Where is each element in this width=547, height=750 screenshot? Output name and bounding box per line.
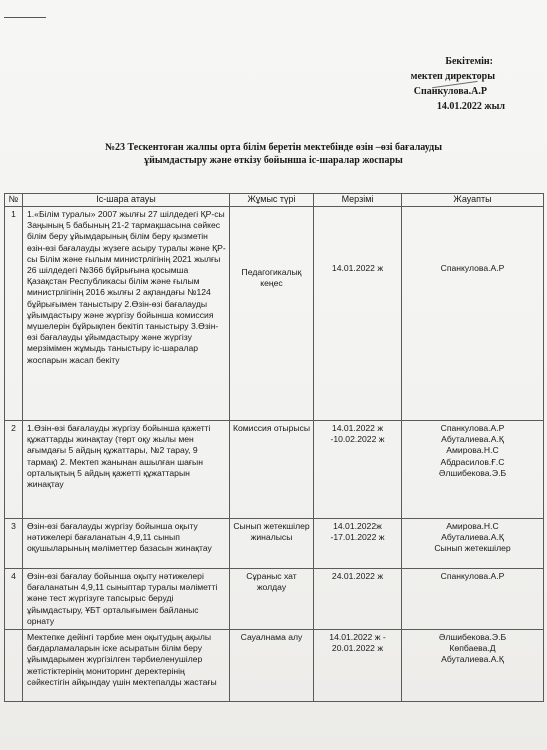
- row-activity: Өзін-өзі бағалауды жүргізу бойынша оқыту нәтижелері бағаланатын 4,9,11 сынып оқушыларының мәліметтер базасын жинақтау: [23, 519, 230, 569]
- responsible-name: Амирова.Н.С: [446, 445, 499, 456]
- table-row: [5, 569, 544, 630]
- responsible-name: Абдрасилов.Ғ.С: [440, 456, 505, 467]
- row-date: 14.01.2022 ж - 20.01.2022 ж: [314, 630, 402, 702]
- header-responsible: Жауапты: [402, 194, 544, 207]
- header-type: Жұмыс түрі: [230, 194, 314, 207]
- approval-heading: Бекітемін:: [445, 56, 493, 67]
- responsible-name: Спанкулова.А.Р: [440, 423, 505, 433]
- table-row: [5, 519, 544, 569]
- responsible-name: Амирова.Н.С: [446, 521, 499, 531]
- row-number: 4: [5, 569, 23, 630]
- approval-position: мектеп директоры: [410, 71, 495, 82]
- responsible-name: Спанкулова.А.Р: [440, 571, 505, 581]
- responsible-name: Спанкулова.А.Р: [440, 263, 505, 273]
- responsible-name: Абуталиева.А.Қ: [441, 532, 504, 543]
- row-activity: Мектепке дейінгі тәрбие мен оқытудың ақылы бағдарламаларын іске асыратын білім беру ұйымдарымен жүргізілген тәрбиеленушілер жетістіктерінің мониторинг деректерінің сәйкестігін айқындау үшін мектепалды жастағы: [23, 630, 230, 702]
- row-date: 14.01.2022 ж: [314, 207, 402, 421]
- row-date: 14.01.2022ж -17.01.2022 ж: [314, 519, 402, 569]
- row-work-type: Педагогикалық кеңес: [230, 207, 314, 421]
- row-date: 24.01.2022 ж: [314, 569, 402, 630]
- row-number: 2: [5, 421, 23, 519]
- approval-signatory: Спанкулова.А.Р: [413, 86, 487, 97]
- row-responsible: [402, 630, 544, 702]
- row-activity: Өзін-өзі бағалау бойынша оқыту нәтижелері бағаланатын 4,9,11 сыныптар туралы мәліметті және тест жүргізуге тапсырыс беруді ұйымдастыру, ҰБТ орталығымен байланыс орнату: [23, 569, 230, 630]
- responsible-name: Абуталиева.А.Қ: [441, 434, 504, 445]
- header-date: Мерзімі: [314, 194, 402, 207]
- row-work-type: Комиссия отырысы: [230, 421, 314, 519]
- row-number: [5, 630, 23, 702]
- row-date: 14.01.2022 ж -10.02.2022 ж: [314, 421, 402, 519]
- responsible-name: Сынып жетекшілер: [434, 543, 511, 554]
- title-line-2: ұйымдастыру және өткізу бойынша іс-шаралар жоспары: [144, 155, 403, 166]
- table-header-row: [5, 194, 544, 207]
- row-responsible: [402, 569, 544, 630]
- responsible-name: Абуталиева.А.Қ: [441, 654, 504, 665]
- row-work-type: Сауалнама алу: [230, 630, 314, 702]
- row-number: 3: [5, 519, 23, 569]
- row-responsible: [402, 207, 544, 421]
- table-row: [5, 421, 544, 519]
- title-line-1: №23 Тескентоған жалпы орта білім беретін мектебінде өзін –өзі бағалауды: [104, 142, 443, 153]
- plan-table: [4, 193, 544, 702]
- row-activity: 1.«Білім туралы» 2007 жылғы 27 шілдедегі ҚР-сы Заңының 5 бабының 21-2 тармақшасына сәйкес білім беру ұйымдарының білім беру қызметін өзін-өзі бағалауды жүзеге асыру туралы және ҚР-сы Білім және ғылым министрлігінің 2021 жылғы 26 шілдедегі №366 бұйрығына қосымша Қазақстан Республикасы білім және ғылым министрлігінің 2016 жылғы 2 ақпандағы №124 бұйрығымен таныстыру 2.Өзін-өзі бағалауды ұйымдастыру және жүргізу бойынша комиссия мүшелерін бұйрықпен бекітіп таныстыру 3.Өзін-өзі бағалауды ұйымдастыру және жүргізу мерзімімен жұмыдь таныстыру іс-шаралар жоспарын жасап бекіту: [23, 207, 230, 421]
- row-activity: 1.Өзін-өзі бағалауды жүргізу бойынша қажетті құжаттарды жинақтау (төрт оқу жылы мен ағымдағы 5 айдың құжаттары, №2 тарау, 9 тармақ) 2. Мектеп жанынан ашылған шағын орталықтың 5 айдың қажетті құжаттарын жинақтау: [23, 421, 230, 519]
- document-title: [0, 141, 547, 167]
- row-work-type: Сұраныс хат жолдау: [230, 569, 314, 630]
- table-row: [5, 630, 544, 702]
- header-num: №: [5, 194, 23, 207]
- corner-line: [4, 17, 46, 18]
- header-name: Іс-шара атауы: [23, 194, 230, 207]
- row-responsible: [402, 421, 544, 519]
- row-work-type: Сынып жетекшілер жиналысы: [230, 519, 314, 569]
- responsible-name: Әлшибекова.Э.Б: [438, 467, 507, 478]
- approval-date: 14.01.2022 жыл: [436, 101, 505, 112]
- table-row: [5, 207, 544, 421]
- row-responsible: [402, 519, 544, 569]
- row-number: 1: [5, 207, 23, 421]
- responsible-name: Көпбаева.Д: [449, 643, 496, 654]
- responsible-name: Әлшибекова.Э.Б: [438, 632, 507, 643]
